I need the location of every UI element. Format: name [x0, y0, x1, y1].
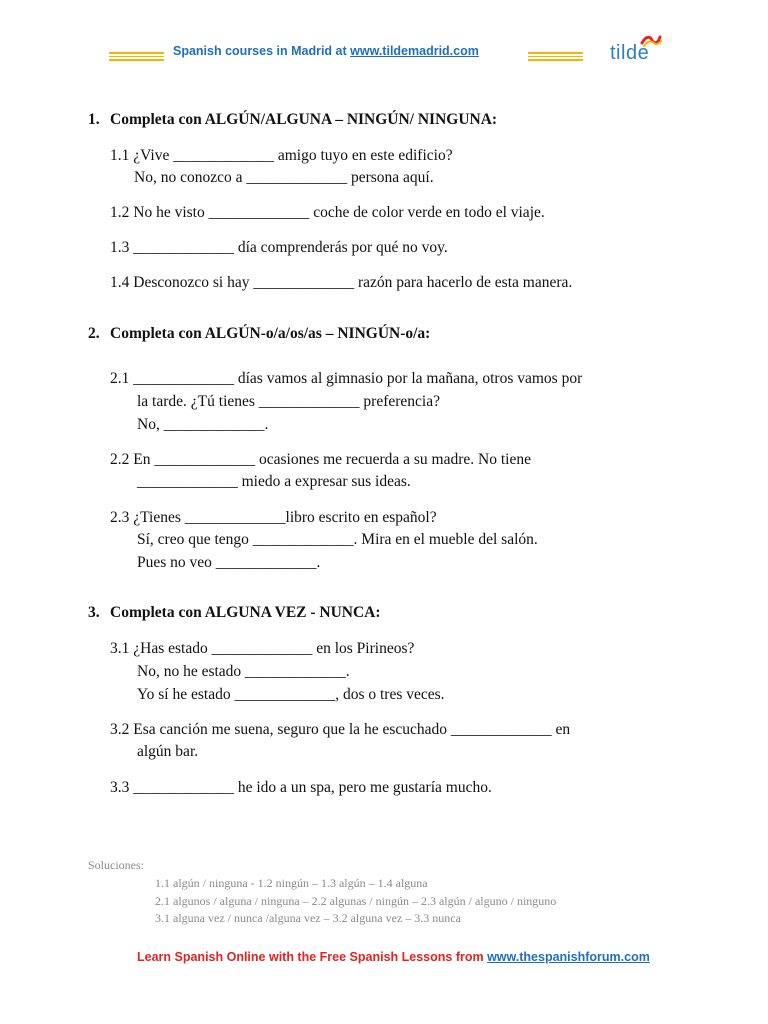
- item-1-2: 1.2 No he visto _____________ coche de color verde en todo el viaje.: [110, 204, 545, 221]
- tilde-logo: [608, 38, 668, 68]
- section-3-number: 3.: [88, 604, 100, 621]
- decorative-lines-left: [109, 52, 164, 58]
- item-3-1-line-2: No, no he estado _____________.: [137, 663, 350, 680]
- section-1-title: Completa con ALGÚN/ALGUNA – NINGÚN/ NINGUNA:: [110, 111, 498, 128]
- item-1-4: 1.4 Desconozco si hay _____________ razón para hacerlo de esta manera.: [110, 274, 573, 291]
- solutions-line-3: 3.1 alguna vez / nunca /alguna vez – 3.2 alguna vez – 3.3 nunca: [155, 911, 461, 925]
- decorative-lines-right: [528, 52, 583, 58]
- item-3-3: 3.3 _____________ he ido a un spa, pero me gustaría mucho.: [110, 779, 492, 796]
- footer-label: Learn Spanish Online with the Free Spanish Lessons from: [137, 950, 488, 964]
- item-2-2-line-1: 2.2 En _____________ ocasiones me recuerda a su madre. No tiene: [110, 451, 531, 468]
- item-3-1-line-3: Yo sí he estado _____________, dos o tres veces.: [137, 686, 445, 703]
- solutions-line-1: 1.1 algún / ninguna - 1.2 ningún – 1.3 algún – 1.4 alguna: [155, 876, 428, 890]
- item-3-1-line-1: 3.1 ¿Has estado _____________ en los Pirineos?: [110, 640, 415, 657]
- item-2-3-line-3: Pues no veo _____________.: [137, 554, 321, 571]
- logo-word: tilde: [610, 42, 650, 64]
- item-2-2-line-2: _____________ miedo a expresar sus ideas.: [137, 473, 411, 490]
- page-footer: [137, 950, 650, 964]
- item-2-1-line-2: la tarde. ¿Tú tienes _____________ preferencia?: [137, 393, 440, 410]
- solutions-line-2: 2.1 algunos / alguna / ninguna – 2.2 algunas / ningún – 2.3 algún / alguno / ninguno: [155, 894, 557, 908]
- section-2-number: 2.: [88, 325, 100, 342]
- solutions-label: Soluciones:: [88, 858, 144, 872]
- item-1-1-line-2: No, no conozco a _____________ persona aquí.: [134, 169, 434, 186]
- item-2-1-line-3: No, _____________.: [137, 416, 269, 433]
- page-header: [0, 38, 768, 78]
- item-2-3-line-1: 2.3 ¿Tienes _____________libro escrito en español?: [110, 509, 437, 526]
- item-1-3: 1.3 _____________ día comprenderás por qué no voy.: [110, 239, 448, 256]
- tilde-mark-icon: [640, 34, 662, 48]
- section-3-title: Completa con ALGUNA VEZ - NUNCA:: [110, 604, 381, 621]
- header-label: Spanish courses in Madrid at: [173, 44, 351, 58]
- item-2-1-line-1: 2.1 _____________ días vamos al gimnasio por la mañana, otros vamos por: [110, 370, 583, 387]
- footer-link[interactable]: www.thespanishforum.com: [487, 950, 650, 964]
- item-3-2-line-1: 3.2 Esa canción me suena, seguro que la he escuchado _____________ en: [110, 721, 571, 738]
- item-2-3-line-2: Sí, creo que tengo _____________. Mira en el mueble del salón.: [137, 531, 538, 548]
- section-2-title: Completa con ALGÚN-o/a/os/as – NINGÚN-o/a:: [110, 325, 431, 342]
- header-link[interactable]: www.tildemadrid.com: [350, 44, 479, 58]
- header-text: [173, 44, 479, 58]
- item-3-2-line-2: algún bar.: [137, 743, 199, 760]
- section-1-number: 1.: [88, 111, 100, 128]
- item-1-1-line-1: 1.1 ¿Vive _____________ amigo tuyo en este edificio?: [110, 147, 453, 164]
